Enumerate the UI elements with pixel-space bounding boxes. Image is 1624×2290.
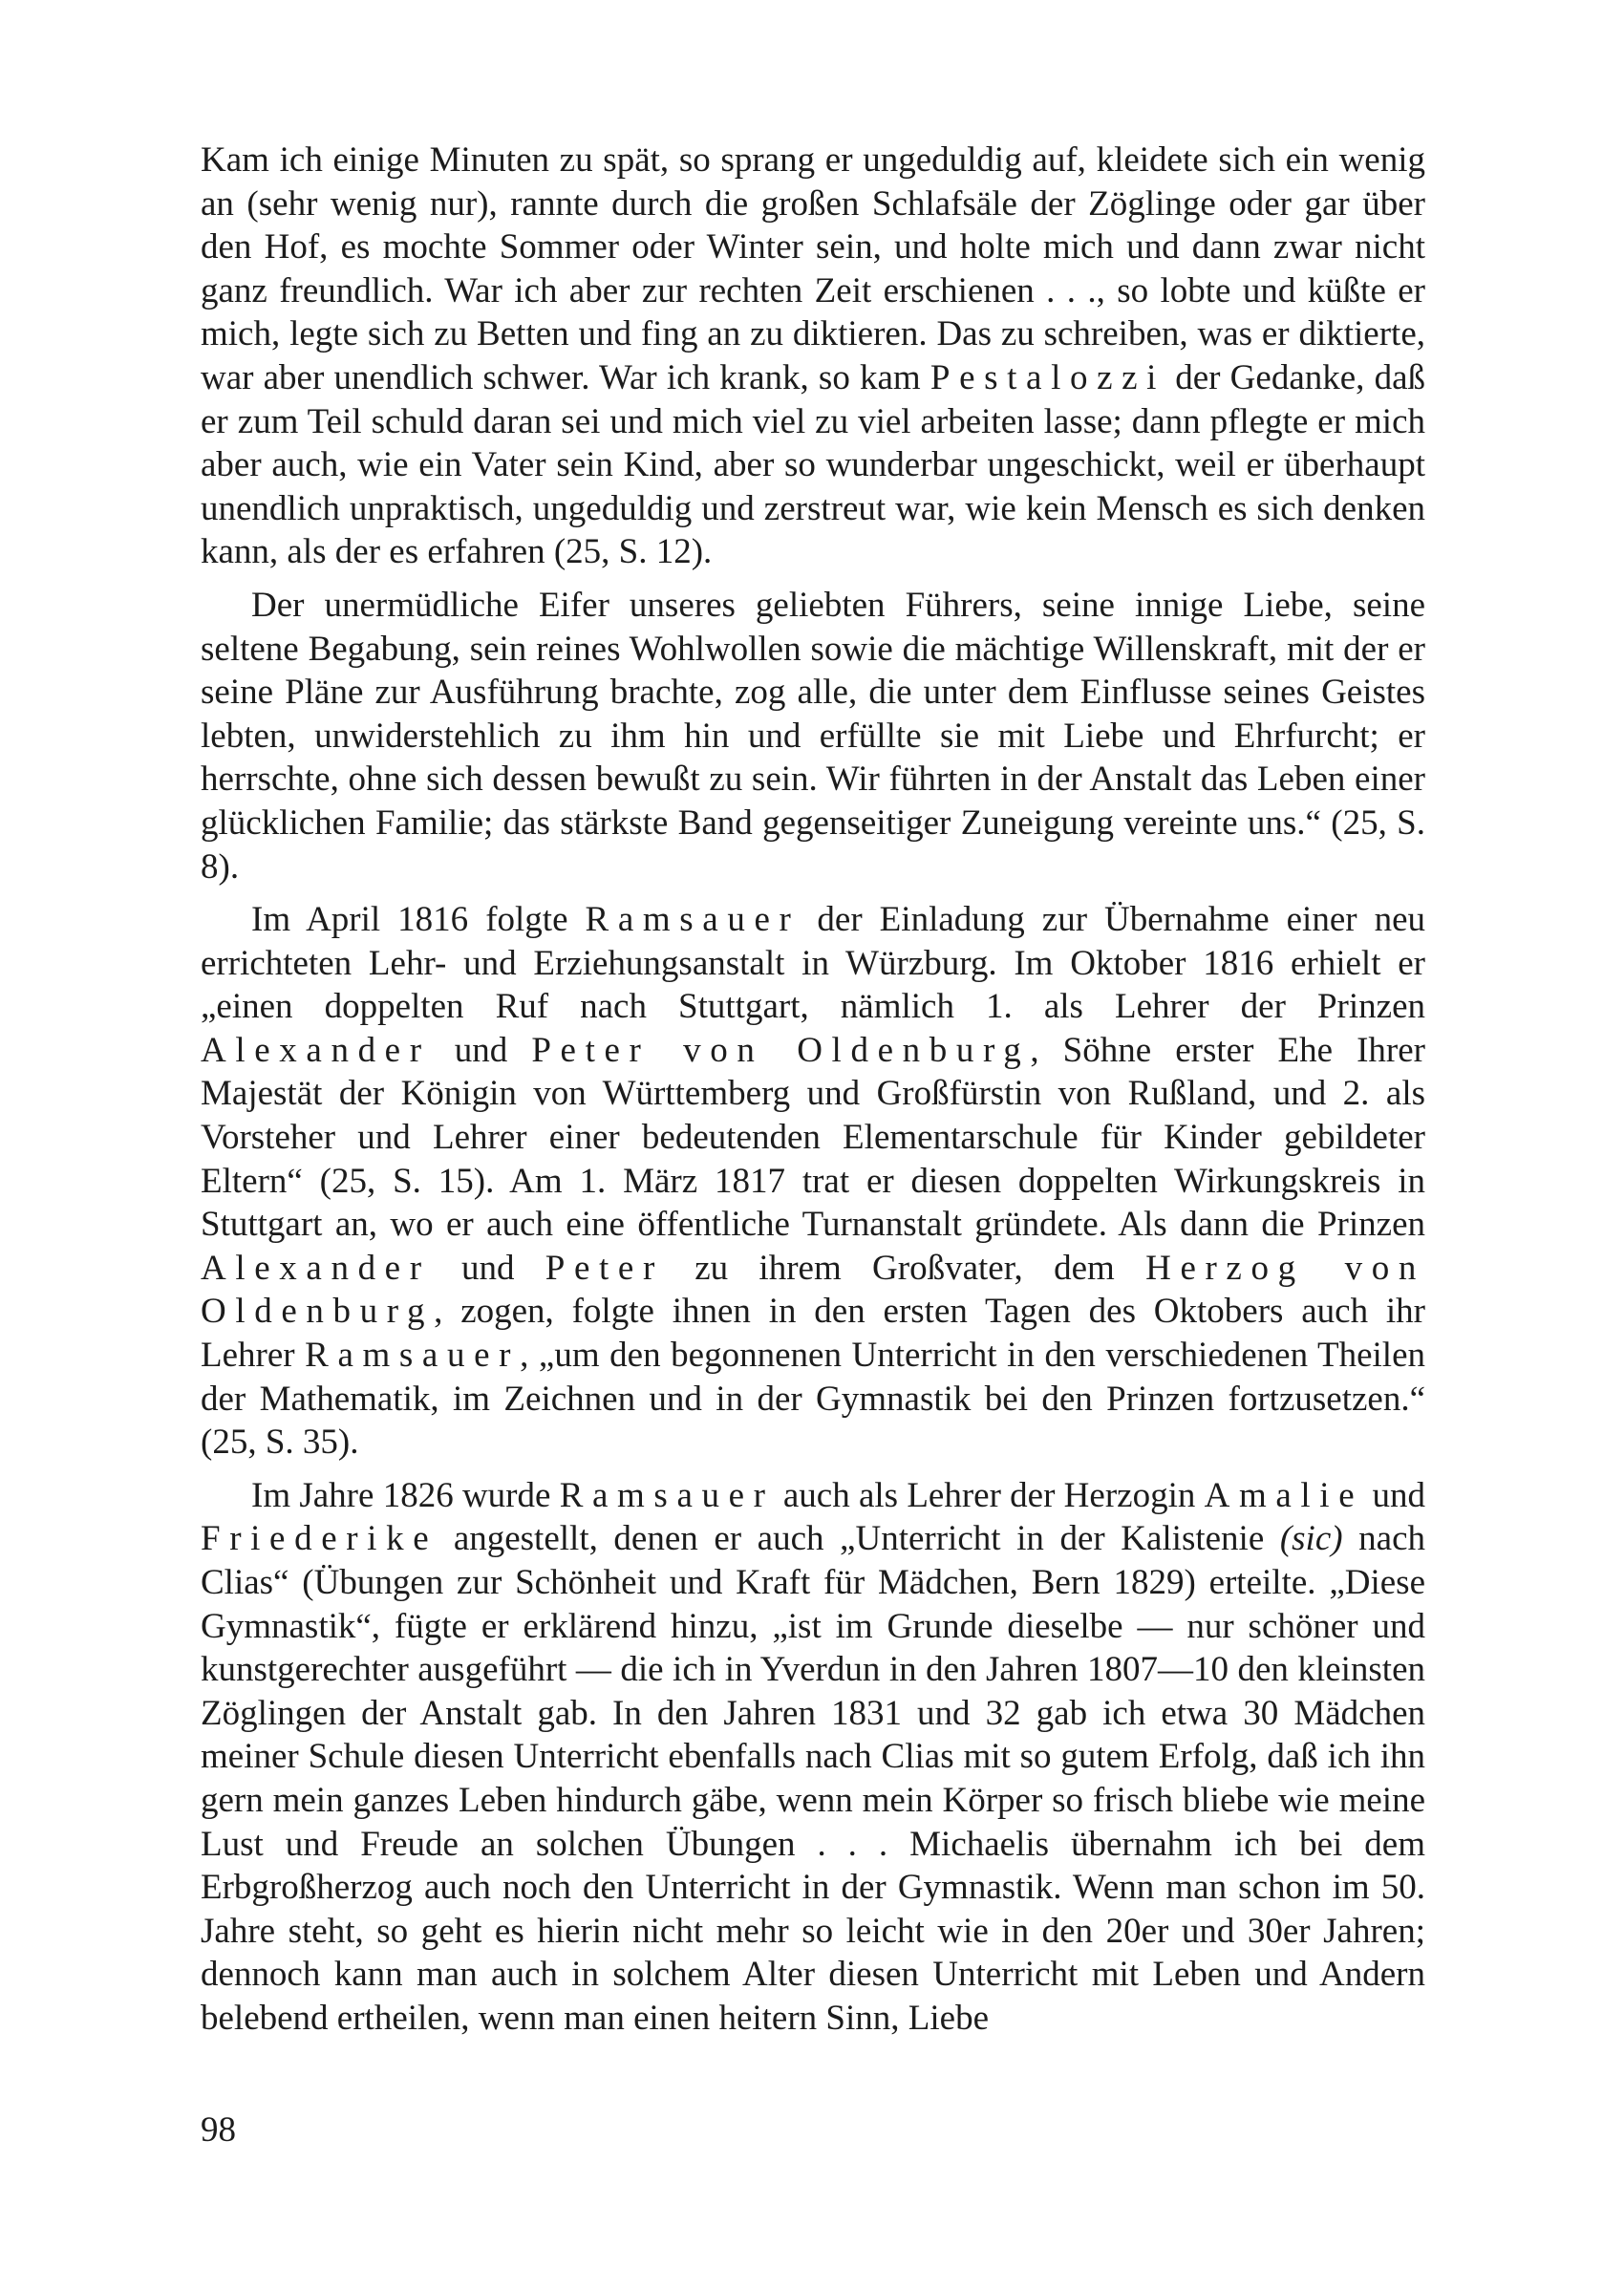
text-run: und [430, 1248, 545, 1288]
text-run: nach Clias“ (Übungen zur Schönheit und Kraft für Mädchen, Bern 1829) erteilte. „Diese Gymnastik“, fügte er erklärend hinzu, „ist im Grunde dieselbe — nur schöner und kunstgerechter ausgeführt — die ich in Yverdun in den Jahren 1807—10 den kleinsten Zöglingen der Anstalt gab. In den Jahren 1831 und 32 gab ich etwa 30 Mädchen meiner Schule diesen Unterricht ebenfalls nach Clias mit so gutem Erfolg, daß ich ihn gern mein ganzes Leben hindurch gäbe, wenn mein Körper so frisch bliebe wie meine Lust und Freude an solchen Übungen . . . Michaelis übernahm ich bei dem Erbgroßherzog auch noch den Unterricht in der Gymnastik. Wenn man schon im 50. Jahre steht, so geht es hierin nicht mehr so leicht wie in den 20er und 30er Jahren; dennoch kann man auch in solchem Alter diesen Unterricht mit Leben und Andern belebend ertheilen, wenn man einen heitern Sinn, Liebe [201, 1519, 1425, 2038]
text-run: Im April 1816 folgte [251, 900, 586, 940]
spaced-name: Peter von Oldenburg [531, 1030, 1031, 1070]
spaced-name: Friederike [201, 1519, 438, 1559]
page-number: 98 [201, 2110, 236, 2150]
paragraph [201, 1474, 1425, 2041]
spaced-name: Alexander [201, 1248, 431, 1288]
spaced-name: Ramsauer [305, 1336, 521, 1376]
text-run: und [430, 1030, 532, 1070]
text-run: , Söhne erster Ehe Ihrer Majestät der Königin von Württemberg und Großfürstin von Rußland, und 2. als Vorsteher und Lehrer einer bedeutenden Elementarschule für Kinder gebildeter Eltern“ (25, S. 15). Am 1. März 1817 trat er diesen doppelten Wirkungskreis in Stuttgart an, wo er auch eine öffentliche Turnanstalt gründete. Als dann die Prinzen [201, 1030, 1425, 1245]
spaced-name: Amalie [1204, 1475, 1364, 1515]
paragraph [201, 584, 1425, 888]
spaced-name: Herzog von Oldenburg [201, 1248, 1425, 1332]
text-run: , „um den begonnenen Unterricht in den verschiedenen Theilen der Mathematik, im Zeichnen und in der Gymnastik bei den Prinzen fortzusetzen.“ (25, S. 35). [201, 1336, 1426, 1463]
text-run: angestellt, denen er auch „Unterricht in der Kalistenie [438, 1519, 1280, 1559]
text-run: der Gedanke, daß er zum Teil schuld daran sei und mich viel zu viel arbeiten lasse; dann pflegte er mich aber auch, wie ein Vater sein Kind, aber so wunderbar ungeschickt, weil er überhaupt unendlich unpraktisch, ungeduldig und zerstreut war, wie kein Mensch es sich denken kann, als der es erfahren (25, S. 12). [201, 357, 1426, 572]
book-page-text [201, 139, 1425, 2050]
paragraph [201, 898, 1425, 1465]
text-run: Im Jahre 1826 wurde [251, 1475, 560, 1515]
spaced-name: Alexander [201, 1030, 431, 1070]
text-run: auch als Lehrer der Herzogin [774, 1475, 1205, 1515]
text-run: und [1363, 1475, 1425, 1515]
text-run: zu ihrem Großvater, dem [663, 1248, 1146, 1288]
italic-note: (sic) [1279, 1519, 1343, 1559]
paragraph [201, 139, 1425, 574]
text-run: , zogen, folgte ihnen in den ersten Tagen des Oktobers auch ihr Lehrer [201, 1292, 1425, 1376]
spaced-name: Ramsauer [559, 1475, 775, 1515]
spaced-name: Pestalozzi [930, 357, 1166, 397]
spaced-name: Peter [545, 1248, 664, 1288]
text-run: Kam ich einige Minuten zu spät, so sprang er ungeduldig auf, kleidete sich ein wenig an (sehr wenig nur), rannte durch die großen Schlafsäle der Zöglinge oder gar über den Hof, es mochte Sommer oder Winter sein, und holte mich und dann zwar nicht ganz freundlich. War ich aber zur rechten Zeit erschienen . . ., so lobte und küßte er mich, legte sich zu Betten und fing an zu diktieren. Das zu schreiben, was er diktierte, war aber unendlich schwer. War ich krank, so kam [201, 140, 1425, 397]
spaced-name: Ramsauer [585, 900, 801, 940]
text-run: Der unermüdliche Eifer unseres geliebten Führers, seine innige Liebe, seine seltene Begabung, sein reines Wohlwollen sowie die mächtige Willenskraft, mit der er seine Pläne zur Ausführung brachte, zog alle, die unter dem Einflusse seines Geistes lebten, unwiderstehlich zu ihm hin und erfüllte sie mit Liebe und Ehrfurcht; er herrschte, ohne sich dessen bewußt zu sein. Wir führten in der Anstalt das Leben einer glücklichen Familie; das stärkste Band gegenseitiger Zuneigung vereinte uns.“ (25, S. 8). [201, 585, 1425, 887]
text-run: der Einladung zur Übernahme einer neu errichteten Lehr- und Erziehungsanstalt in Würzburg. Im Oktober 1816 erhielt er „einen doppelten Ruf nach Stuttgart, nämlich 1. als Lehrer der Prinzen [201, 900, 1426, 1027]
